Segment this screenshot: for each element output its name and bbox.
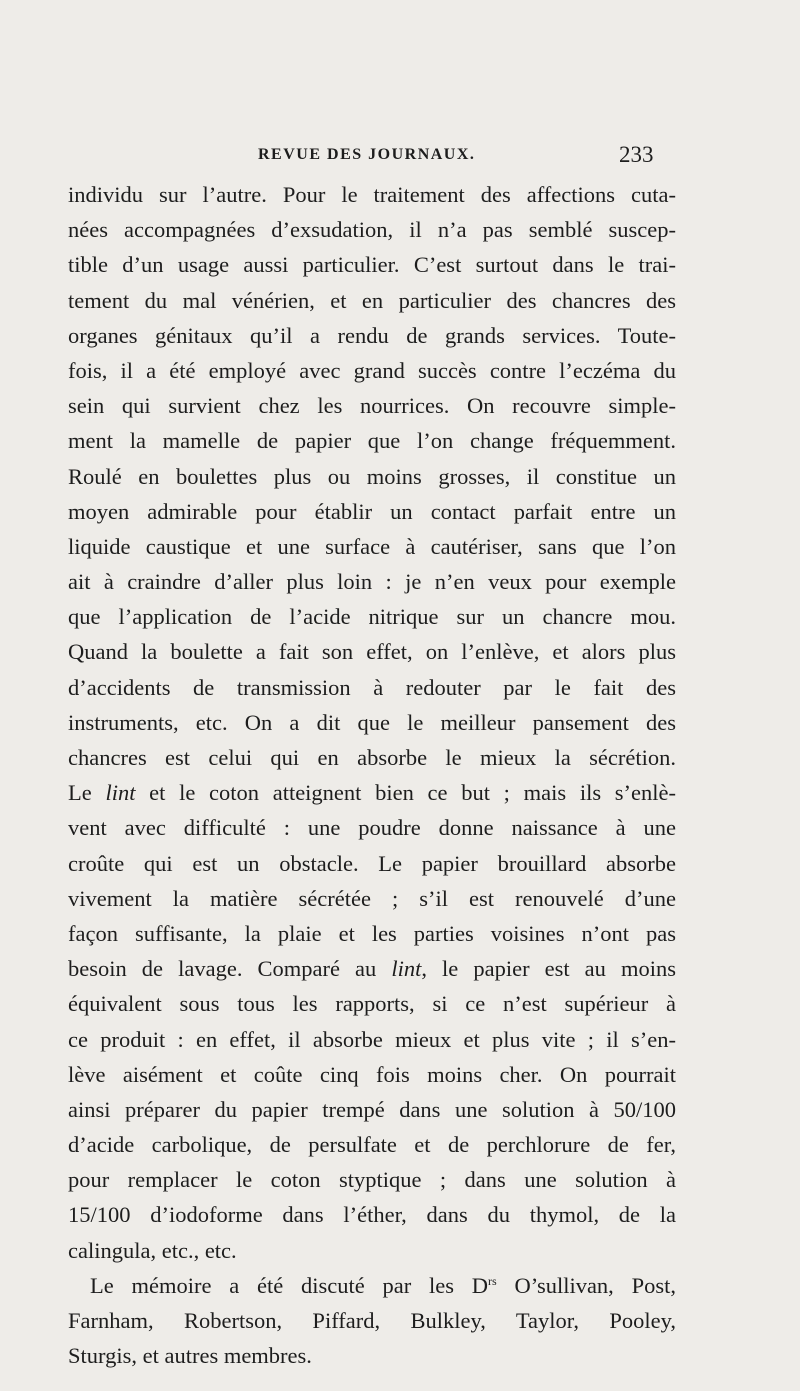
- text-line: organes génitaux qu’il a rendu de grands services. Toute-: [68, 322, 676, 348]
- text-line: tible d’un usage aussi particulier. C’est surtout dans le trai-: [68, 252, 676, 278]
- text-line: façon suffisante, la plaie et les parties voisines n’ont pas: [68, 920, 676, 946]
- text-line: lève aisément et coûte cinq fois moins cher. On pourrait: [68, 1061, 676, 1087]
- text-line-with-italic: besoin de lavage. Comparé au lint, le papier est au moins: [68, 956, 676, 982]
- text-line: pour remplacer le coton styptique ; dans une solution à: [68, 1167, 676, 1193]
- text-line: nées accompagnées d’exsudation, il n’a pas semblé suscep-: [68, 217, 676, 243]
- text-line: vent avec difficulté : une poudre donne naissance à une: [68, 815, 676, 841]
- text-line: ainsi préparer du papier trempé dans une solution à 50/100: [68, 1096, 676, 1122]
- page-header: [0, 142, 800, 172]
- italic-term: lint: [105, 780, 136, 806]
- text-line: vivement la matière sécrétée ; s’il est renouvelé d’une: [68, 885, 676, 911]
- italic-term: lint: [391, 956, 422, 982]
- text-line: Roulé en boulettes plus ou moins grosses, il constitue un: [68, 463, 676, 489]
- text-line: calingula, etc., etc.: [68, 1237, 237, 1263]
- body-text: [68, 177, 676, 1373]
- text-line: ce produit : en effet, il absorbe mieux et plus vite ; il s’en-: [68, 1026, 676, 1052]
- text-line: 15/100 d’iodoforme dans l’éther, dans du thymol, de la: [68, 1202, 676, 1228]
- text-line: tement du mal vénérien, et en particulier des chancres des: [68, 287, 676, 313]
- text-line: chancres est celui qui en absorbe le mieux la sécrétion.: [68, 745, 676, 770]
- text-line: équivalent sous tous les rapports, si ce n’est supérieur à: [68, 991, 676, 1017]
- text-line: croûte qui est un obstacle. Le papier brouillard absorbe: [68, 850, 676, 876]
- text-line: Quand la boulette a fait son effet, on l’enlève, et alors plus: [68, 639, 676, 665]
- text-line: ait à craindre d’aller plus loin : je n’en veux pour exemple: [68, 569, 676, 595]
- text-line: que l’application de l’acide nitrique sur un chancre mou.: [68, 604, 676, 630]
- text-line: moyen admirable pour établir un contact parfait entre un: [68, 498, 676, 524]
- text-line-with-italic: Le lint et le coton atteignent bien ce but ; mais ils s’enlè-: [68, 780, 676, 806]
- text-line: Sturgis, et autres membres.: [68, 1343, 312, 1369]
- text-line: liquide caustique et une surface à cautériser, sans que l’on: [68, 533, 676, 559]
- text-line: individu sur l’autre. Pour le traitement des affections cuta-: [68, 182, 676, 207]
- text-line: sein qui survient chez les nourrices. On recouvre simple-: [68, 393, 676, 419]
- running-title: REVUE DES JOURNAUX.: [258, 146, 476, 163]
- text-line: d’accidents de transmission à redouter par le fait des: [68, 674, 676, 700]
- text-line: fois, il a été employé avec grand succès contre l’eczéma du: [68, 357, 676, 383]
- text-line: d’acide carbolique, de persulfate et de perchlorure de fer,: [68, 1132, 676, 1158]
- text-line: ment la mamelle de papier que l’on change fréquemment.: [68, 428, 676, 454]
- text-line: Farnham, Robertson, Piffard, Bulkley, Taylor, Pooley,: [68, 1308, 676, 1333]
- final-paragraph-first-line: Le mémoire a été discuté par les $D^{rs}$ O’sullivan, Post,: [90, 1272, 676, 1298]
- superscript: rs: [488, 1273, 497, 1288]
- text-line: instruments, etc. On a dit que le meilleur pansement des: [68, 709, 676, 735]
- page-number: 233: [619, 142, 654, 167]
